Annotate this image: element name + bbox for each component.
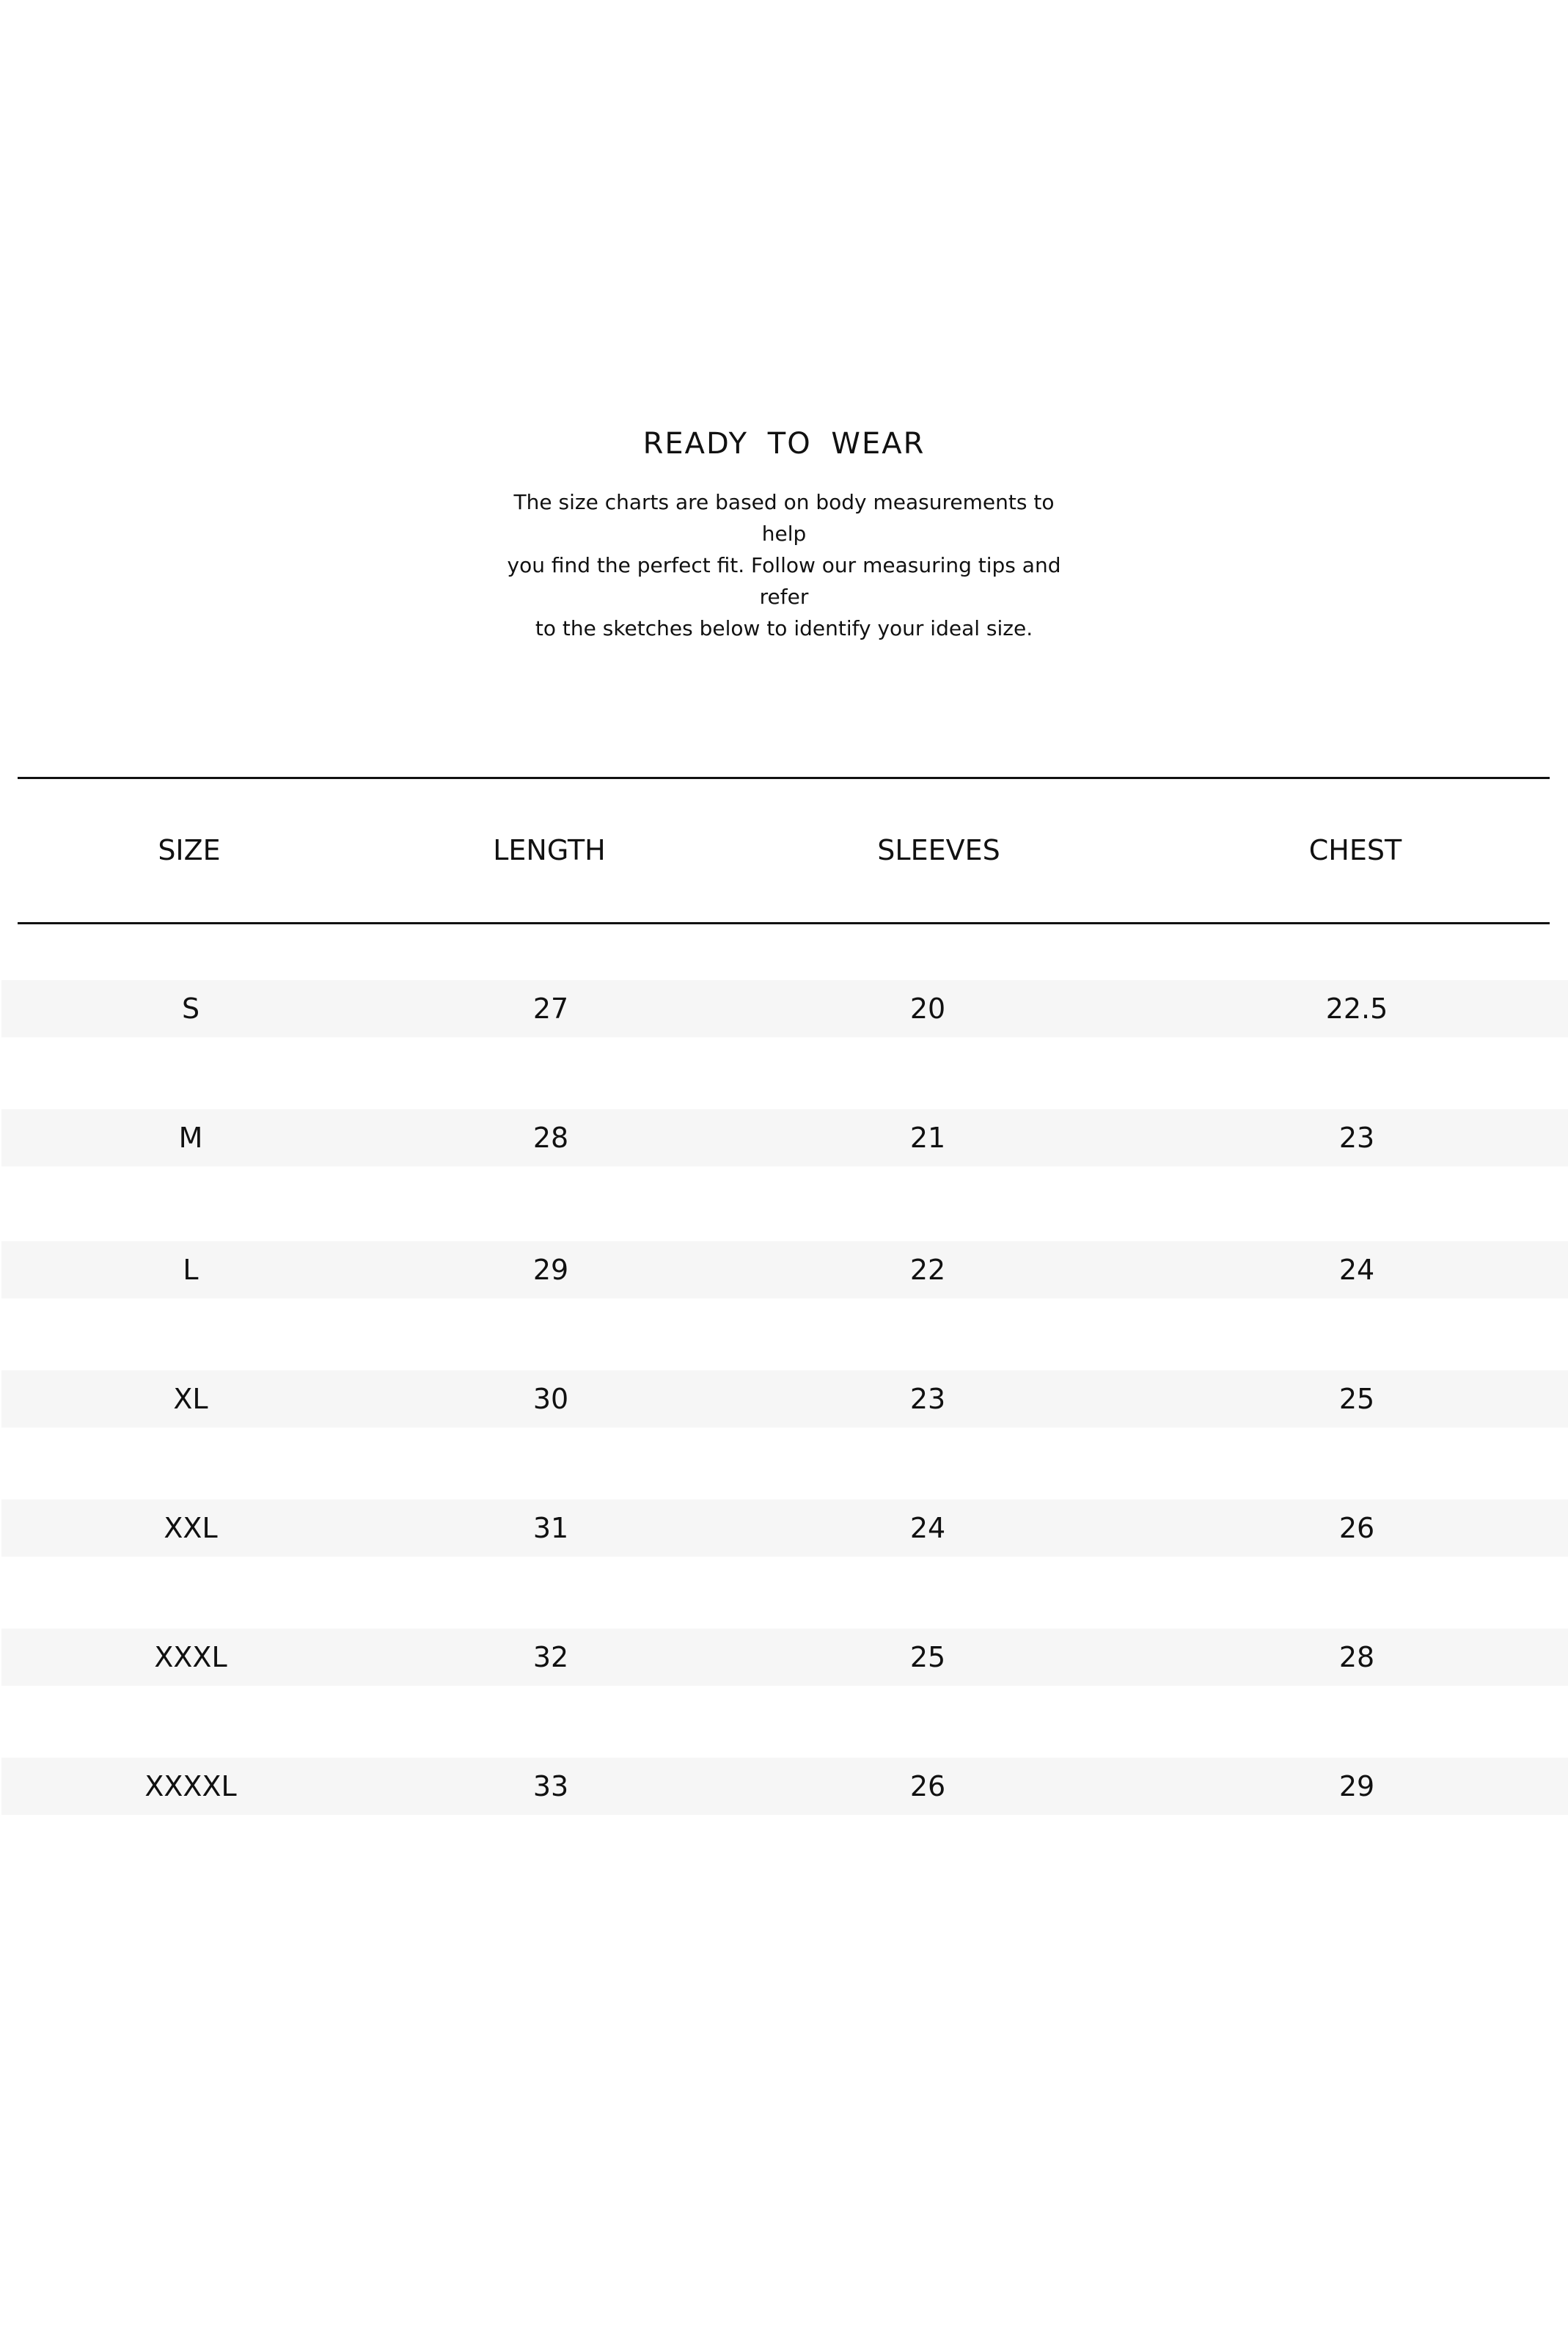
cell-sleeves: 20: [909, 993, 946, 1025]
cell-length: 33: [532, 1770, 569, 1802]
table-row: [1, 1109, 1568, 1166]
cell-sleeves: 25: [909, 1641, 946, 1673]
cell-sleeves: 21: [909, 1122, 946, 1154]
cell-chest: 26: [1338, 1512, 1375, 1544]
table-row: [1, 1370, 1568, 1428]
cell-length: 32: [532, 1641, 569, 1673]
cell-length: 31: [532, 1512, 569, 1544]
table-row: [1, 980, 1568, 1037]
header-sleeves: SLEEVES: [877, 834, 1000, 866]
cell-sleeves: 23: [909, 1383, 946, 1415]
table-row: [1, 1241, 1568, 1298]
cell-sleeves: 22: [909, 1254, 946, 1286]
intro-line: The size charts are based on body measurements to help: [513, 490, 1055, 546]
cell-size: XXXXL: [144, 1770, 237, 1802]
cell-chest: 25: [1338, 1383, 1375, 1415]
cell-length: 30: [532, 1383, 569, 1415]
cell-size: XXL: [164, 1512, 218, 1544]
table-row: [1, 1499, 1568, 1557]
cell-size: XL: [173, 1383, 208, 1415]
cell-chest: 28: [1338, 1641, 1375, 1673]
intro-text: [491, 486, 1077, 644]
cell-size: L: [183, 1254, 199, 1286]
table-row: [1, 1629, 1568, 1686]
cell-size: M: [178, 1122, 203, 1154]
cell-length: 27: [532, 993, 569, 1025]
cell-size: S: [181, 993, 200, 1025]
intro-line: to the sketches below to identify your ideal size.: [535, 616, 1033, 640]
cell-sleeves: 26: [909, 1770, 946, 1802]
header-size: SIZE: [158, 834, 221, 866]
intro-line: you find the perfect fit. Follow our measuring tips and refer: [507, 553, 1061, 609]
cell-length: 28: [532, 1122, 569, 1154]
table-header-row: [0, 779, 1568, 922]
page-title: READY TO WEAR: [642, 427, 926, 461]
cell-chest: 23: [1338, 1122, 1375, 1154]
cell-sleeves: 24: [909, 1512, 946, 1544]
header-chest: CHEST: [1308, 834, 1402, 866]
cell-length: 29: [532, 1254, 569, 1286]
header-length: LENGTH: [493, 834, 606, 866]
table-row: [1, 1758, 1568, 1815]
cell-chest: 22.5: [1325, 993, 1388, 1025]
table-header-rule: [18, 922, 1550, 924]
cell-size: XXXL: [154, 1641, 227, 1673]
cell-chest: 24: [1338, 1254, 1375, 1286]
cell-chest: 29: [1338, 1770, 1375, 1802]
